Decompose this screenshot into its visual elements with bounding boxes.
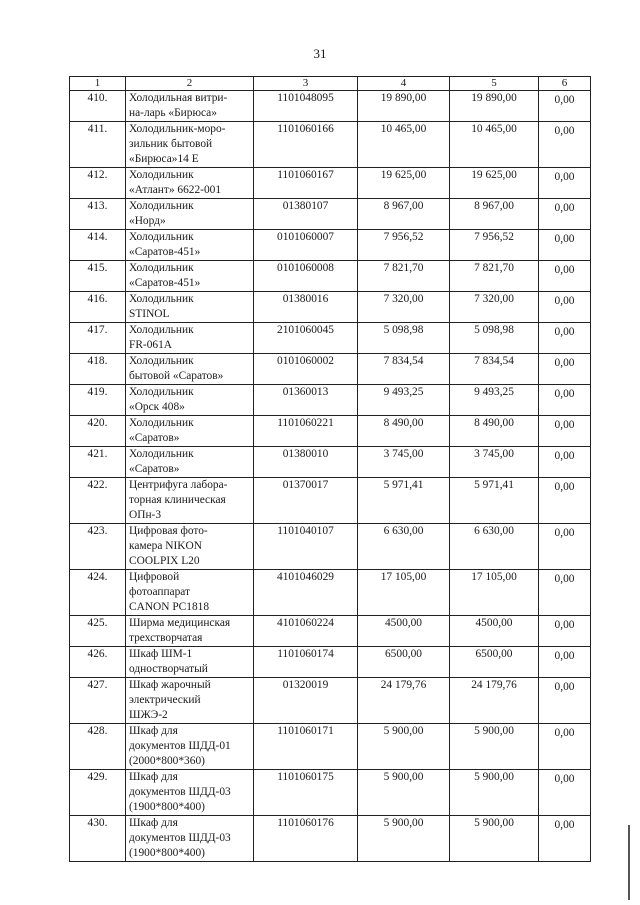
item-name-line: Ширма медицинская [129, 617, 231, 629]
item-name-line: Холодильная витри- [129, 92, 228, 104]
item-name [126, 724, 254, 770]
item-name-line: STINOL [129, 308, 170, 320]
inventory-code: 1101060171 [254, 724, 358, 770]
balance-value: 7 834,54 [358, 354, 450, 385]
inventory-code: 2101060045 [254, 323, 358, 354]
row-number: 413. [70, 199, 126, 230]
item-name-line: Центрифуга лабора- [129, 479, 228, 491]
table-row [70, 122, 591, 168]
residual-value-cell [539, 770, 591, 816]
item-name-line: документов ШДД-03 [129, 832, 231, 844]
residual-value: 0,00 [554, 264, 575, 276]
page-number: 31 [313, 46, 327, 61]
balance-value: 5 900,00 [358, 816, 450, 862]
residual-value: 0,00 [554, 727, 575, 739]
inventory-code: 0101060002 [254, 354, 358, 385]
residual-value-cell [539, 122, 591, 168]
depreciation-value: 8 490,00 [450, 416, 539, 447]
row-number: 425. [70, 616, 126, 647]
item-name-line: Цифровая фото- [129, 525, 208, 537]
table-row [70, 770, 591, 816]
inventory-code: 1101060174 [254, 647, 358, 678]
row-number: 410. [70, 91, 126, 122]
item-name-line: (2000*800*360) [129, 755, 205, 767]
item-name-line: Холодильник [129, 386, 194, 398]
header-col-6: 6 [539, 77, 591, 91]
inventory-code: 1101060175 [254, 770, 358, 816]
depreciation-value: 5 098,98 [450, 323, 539, 354]
residual-value-cell [539, 199, 591, 230]
item-name [126, 261, 254, 292]
balance-value: 7 320,00 [358, 292, 450, 323]
depreciation-value: 6 630,00 [450, 524, 539, 570]
balance-value: 5 900,00 [358, 724, 450, 770]
row-number: 424. [70, 570, 126, 616]
item-name [126, 385, 254, 416]
row-number: 430. [70, 816, 126, 862]
item-name-line: трехстворчатая [129, 632, 203, 644]
item-name [126, 230, 254, 261]
item-name-line: «Бирюса»14 Е [129, 153, 199, 165]
residual-value-cell [539, 91, 591, 122]
inventory-code: 4101060224 [254, 616, 358, 647]
item-name-line: (1900*800*400) [129, 801, 205, 813]
depreciation-value: 5 900,00 [450, 770, 539, 816]
table-row [70, 570, 591, 616]
depreciation-value: 5 900,00 [450, 816, 539, 862]
item-name-line: на-ларь «Бирюса» [129, 107, 217, 119]
balance-value: 6 630,00 [358, 524, 450, 570]
residual-value: 0,00 [554, 619, 575, 631]
inventory-code: 0101060008 [254, 261, 358, 292]
balance-value: 19 625,00 [358, 168, 450, 199]
inventory-code: 01380010 [254, 447, 358, 478]
inventory-code: 0101060007 [254, 230, 358, 261]
table-row [70, 91, 591, 122]
item-name-line: Шкаф для [129, 771, 178, 783]
residual-value: 0,00 [554, 573, 575, 585]
item-name-line: ОПн-3 [129, 509, 162, 521]
residual-value-cell [539, 816, 591, 862]
row-number: 422. [70, 478, 126, 524]
row-number: 428. [70, 724, 126, 770]
item-name-line: CANON PC1818 [129, 601, 210, 613]
residual-value: 0,00 [554, 450, 575, 462]
balance-value: 6500,00 [358, 647, 450, 678]
inventory-code: 1101060166 [254, 122, 358, 168]
header-col-3: 3 [254, 77, 358, 91]
balance-value: 19 890,00 [358, 91, 450, 122]
balance-value: 10 465,00 [358, 122, 450, 168]
inventory-code: 1101060167 [254, 168, 358, 199]
residual-value-cell [539, 354, 591, 385]
inventory-code: 01360013 [254, 385, 358, 416]
item-name-line: FR-061A [129, 339, 173, 351]
item-name-line: Холодильник [129, 448, 194, 460]
header-col-4: 4 [358, 77, 450, 91]
residual-value-cell [539, 292, 591, 323]
item-name-line: ШЖЭ-2 [129, 709, 168, 721]
item-name-line: документов ШДД-03 [129, 786, 231, 798]
table-row [70, 168, 591, 199]
item-name-line: «Саратов» [129, 432, 180, 444]
item-name [126, 647, 254, 678]
residual-value: 0,00 [554, 681, 575, 693]
item-name-line: документов ШДД-01 [129, 740, 231, 752]
inventory-code: 4101046029 [254, 570, 358, 616]
balance-value: 9 493,25 [358, 385, 450, 416]
item-name-line: фотоаппарат [129, 586, 191, 598]
residual-value-cell [539, 168, 591, 199]
depreciation-value: 5 900,00 [450, 724, 539, 770]
item-name-line: Холодильник [129, 417, 194, 429]
depreciation-value: 7 320,00 [450, 292, 539, 323]
residual-value-cell [539, 570, 591, 616]
item-name-line: «Орск 408» [129, 401, 185, 413]
item-name-line: «Атлант» 6622-001 [129, 184, 222, 196]
residual-value: 0,00 [554, 202, 575, 214]
item-name-line: Холодильник [129, 324, 194, 336]
residual-value-cell [539, 647, 591, 678]
item-name [126, 199, 254, 230]
table-row [70, 385, 591, 416]
item-name-line: одностворчатый [129, 663, 208, 675]
depreciation-value: 5 971,41 [450, 478, 539, 524]
balance-value: 4500,00 [358, 616, 450, 647]
item-name-line: Холодильник [129, 231, 194, 243]
item-name [126, 168, 254, 199]
inventory-code: 1101060176 [254, 816, 358, 862]
inventory-code: 1101060221 [254, 416, 358, 447]
inventory-code: 01370017 [254, 478, 358, 524]
residual-value-cell [539, 678, 591, 724]
residual-value-cell [539, 447, 591, 478]
table-row [70, 354, 591, 385]
item-name [126, 570, 254, 616]
table-row [70, 478, 591, 524]
table-row [70, 323, 591, 354]
row-number: 417. [70, 323, 126, 354]
item-name-line: Холодильник [129, 293, 194, 305]
residual-value: 0,00 [554, 326, 575, 338]
residual-value-cell [539, 616, 591, 647]
scan-edge-mark [628, 825, 630, 900]
depreciation-value: 7 956,52 [450, 230, 539, 261]
item-name-line: «Норд» [129, 215, 166, 227]
item-name-line: «Саратов-451» [129, 246, 201, 258]
residual-value: 0,00 [554, 233, 575, 245]
residual-value-cell [539, 416, 591, 447]
item-name-line: Цифровой [129, 571, 180, 583]
item-name-line: (1900*800*400) [129, 847, 205, 859]
inventory-code: 01380107 [254, 199, 358, 230]
balance-value: 5 971,41 [358, 478, 450, 524]
item-name-line: бытовой «Саратов» [129, 370, 224, 382]
row-number: 423. [70, 524, 126, 570]
item-name-line: Холодильник [129, 355, 194, 367]
balance-value: 8 490,00 [358, 416, 450, 447]
table-row [70, 816, 591, 862]
residual-value: 0,00 [554, 388, 575, 400]
item-name-line: Шкаф для [129, 725, 178, 737]
table-row [70, 416, 591, 447]
row-number: 415. [70, 261, 126, 292]
residual-value: 0,00 [554, 171, 575, 183]
item-name [126, 122, 254, 168]
header-col-5: 5 [450, 77, 539, 91]
balance-value: 17 105,00 [358, 570, 450, 616]
table-row [70, 647, 591, 678]
residual-value: 0,00 [554, 94, 575, 106]
item-name-line: Холодильник [129, 200, 194, 212]
residual-value: 0,00 [554, 295, 575, 307]
item-name-line: Шкаф ШМ-1 [129, 648, 193, 660]
item-name-line: «Саратов» [129, 463, 180, 475]
item-name-line: Шкаф для [129, 817, 178, 829]
item-name-line: «Саратов-451» [129, 277, 201, 289]
row-number: 426. [70, 647, 126, 678]
residual-value: 0,00 [554, 125, 575, 137]
inventory-code: 1101040107 [254, 524, 358, 570]
depreciation-value: 10 465,00 [450, 122, 539, 168]
table-row [70, 678, 591, 724]
balance-value: 24 179,76 [358, 678, 450, 724]
item-name-line: Холодильник-моро- [129, 123, 226, 135]
balance-value: 5 900,00 [358, 770, 450, 816]
item-name-line: электрический [129, 694, 201, 706]
residual-value-cell [539, 724, 591, 770]
row-number: 414. [70, 230, 126, 261]
item-name [126, 91, 254, 122]
item-name [126, 678, 254, 724]
item-name-line: торная клиническая [129, 494, 226, 506]
table-row [70, 524, 591, 570]
balance-value: 3 745,00 [358, 447, 450, 478]
residual-value: 0,00 [554, 481, 575, 493]
table-body [70, 91, 591, 862]
row-number: 411. [70, 122, 126, 168]
residual-value-cell [539, 323, 591, 354]
balance-value: 5 098,98 [358, 323, 450, 354]
depreciation-value: 7 834,54 [450, 354, 539, 385]
table-row [70, 724, 591, 770]
header-row [70, 77, 591, 91]
balance-value: 8 967,00 [358, 199, 450, 230]
item-name [126, 616, 254, 647]
row-number: 420. [70, 416, 126, 447]
item-name [126, 816, 254, 862]
item-name [126, 478, 254, 524]
residual-value-cell [539, 524, 591, 570]
inventory-table [69, 76, 591, 862]
residual-value-cell [539, 261, 591, 292]
row-number: 416. [70, 292, 126, 323]
balance-value: 7 821,70 [358, 261, 450, 292]
depreciation-value: 9 493,25 [450, 385, 539, 416]
depreciation-value: 19 625,00 [450, 168, 539, 199]
table-row [70, 199, 591, 230]
table-row [70, 261, 591, 292]
table-row [70, 292, 591, 323]
row-number: 419. [70, 385, 126, 416]
depreciation-value: 17 105,00 [450, 570, 539, 616]
item-name-line: камера NIKON [129, 540, 202, 552]
inventory-code: 1101048095 [254, 91, 358, 122]
residual-value-cell [539, 478, 591, 524]
header-col-2: 2 [126, 77, 254, 91]
row-number: 429. [70, 770, 126, 816]
item-name [126, 524, 254, 570]
depreciation-value: 24 179,76 [450, 678, 539, 724]
row-number: 412. [70, 168, 126, 199]
item-name-line: зильник бытовой [129, 138, 213, 150]
item-name-line: Холодильник [129, 262, 194, 274]
item-name-line: Шкаф жарочный [129, 679, 211, 691]
residual-value: 0,00 [554, 773, 575, 785]
table-row [70, 616, 591, 647]
item-name-line: COOLPIX L20 [129, 555, 200, 567]
inventory-code: 01380016 [254, 292, 358, 323]
residual-value-cell [539, 385, 591, 416]
row-number: 421. [70, 447, 126, 478]
row-number: 418. [70, 354, 126, 385]
residual-value: 0,00 [554, 419, 575, 431]
residual-value: 0,00 [554, 819, 575, 831]
residual-value: 0,00 [554, 527, 575, 539]
depreciation-value: 6500,00 [450, 647, 539, 678]
depreciation-value: 3 745,00 [450, 447, 539, 478]
item-name [126, 323, 254, 354]
depreciation-value: 7 821,70 [450, 261, 539, 292]
depreciation-value: 19 890,00 [450, 91, 539, 122]
item-name [126, 416, 254, 447]
row-number: 427. [70, 678, 126, 724]
table-row [70, 447, 591, 478]
depreciation-value: 4500,00 [450, 616, 539, 647]
item-name [126, 354, 254, 385]
residual-value-cell [539, 230, 591, 261]
residual-value: 0,00 [554, 357, 575, 369]
residual-value: 0,00 [554, 650, 575, 662]
table-row [70, 230, 591, 261]
item-name [126, 292, 254, 323]
inventory-code: 01320019 [254, 678, 358, 724]
balance-value: 7 956,52 [358, 230, 450, 261]
header-col-1: 1 [70, 77, 126, 91]
depreciation-value: 8 967,00 [450, 199, 539, 230]
item-name [126, 447, 254, 478]
item-name [126, 770, 254, 816]
item-name-line: Холодильник [129, 169, 194, 181]
